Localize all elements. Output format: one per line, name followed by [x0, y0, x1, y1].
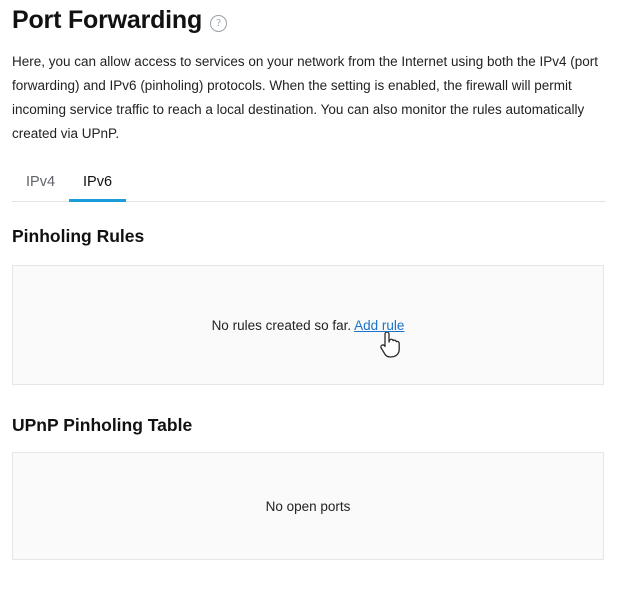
tab-bar	[12, 168, 606, 202]
tab-ipv4[interactable]: IPv4	[12, 168, 69, 202]
help-circle-icon[interactable]: ?	[210, 15, 227, 32]
tab-ipv6[interactable]: IPv6	[69, 168, 126, 202]
pinholing-rules-empty-text: No rules created so far.	[211, 317, 352, 333]
add-rule-link[interactable]: Add rule	[354, 317, 405, 333]
pinholing-rules-title: Pinholing Rules	[12, 226, 145, 246]
upnp-table-empty-text: No open ports	[265, 498, 351, 514]
page-header	[12, 0, 606, 36]
page-title: Port Forwarding	[12, 6, 203, 34]
pinholing-rules-panel	[12, 265, 604, 385]
mouse-cursor-pointer-icon	[379, 332, 401, 358]
upnp-table-panel	[12, 452, 604, 560]
upnp-table-title: UPnP Pinholing Table	[12, 415, 193, 435]
page-description: Here, you can allow access to services on your network from the Internet using both the IPv4 (port forwarding) and IPv6 (pinholing) protocols. When the setting is enabled, the firewall will permit incoming service traffic to reach a local destination. You can also monitor the rules automatically created via UPnP.	[12, 54, 599, 141]
